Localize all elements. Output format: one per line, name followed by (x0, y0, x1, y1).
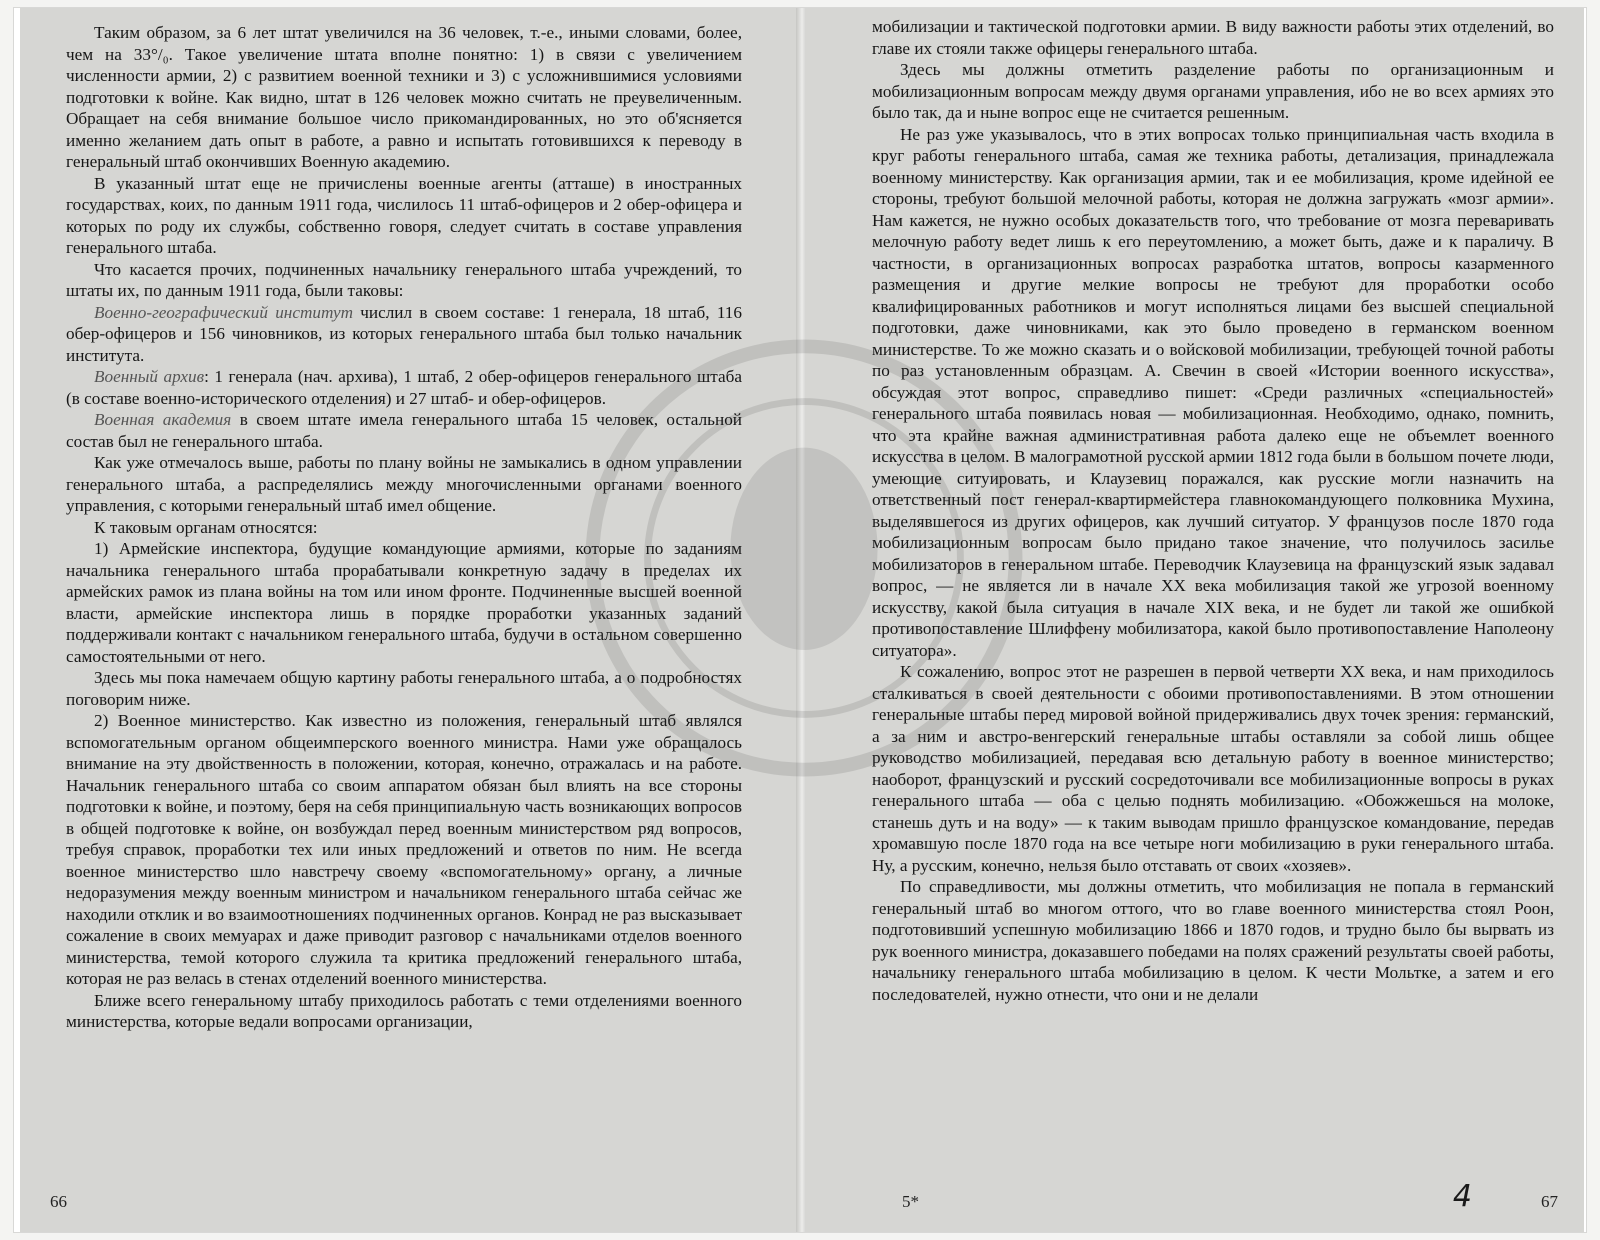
paragraph: К сожалению, вопрос этот не разрешен в первой четверти XX века, и нам приходилось сталкиваться в своей деятельности с обоими противопоставлениями. В этом отношении генеральные штабы перед мировой войной придерживались двух точек зрения: германский, а за ним и австро-венгерский генеральные штабы оставляли за собой лишь общее руководство мобилизацией, передавая всю детальную работу в военное министерство; наоборот, французский и русский сосредоточивали все мобилизационные вопросы в руках генерального штаба — оба с целью поднять мобилизацию. «Обожжешься на молоке, станешь дуть и на воду» — к таким выводам пришло французское командование, передав хромавшую после 1870 года на все четыре ноги мобилизацию в руки генерального штаба. Ну, а русским, конечно, нельзя было отставать от своих «хозяев». (872, 662, 1554, 875)
handwritten-number: 4 (1452, 1179, 1472, 1214)
paragraph: Здесь мы должны отметить разделение работы по организационным и мобилизационным вопросам между двумя органами управления, ибо не во всех армиях это было так, да и ныне вопрос еще не считается решенным. (872, 60, 1554, 122)
paragraph (66, 366, 742, 409)
paragraph-body: : 1 генерала (нач. архива), 1 штаб, 2 обер-офицеров генерального штаба (в составе военно-исторического отделения) и 27 штаб- и обер-офицеров. (66, 367, 742, 408)
paragraph (66, 409, 742, 452)
paragraph: К таковым органам относятся: (94, 517, 318, 537)
paragraph-body: числил в своем составе: 1 генерала, 18 штаб, 116 обер-офицеров и 156 чиновников, из которых генерального штаба был только начальник института. (66, 302, 742, 365)
paragraph-body: в своем штате имела генерального штаба 15 человек, остальной состав был не генерального штаба. (66, 410, 742, 451)
left-page-text (66, 22, 742, 1033)
italic-term: Военно-географический институт (94, 302, 353, 322)
paragraph: Ближе всего генеральному штабу приходилось работать с теми отделениями военного министерства, которые ведали вопросами организации, (66, 990, 742, 1031)
paragraph: мобилизации и тактической подготовки армии. В виду важности работы этих отделений, во главе их стояли также офицеры генерального штаба. (872, 17, 1554, 58)
paragraph: 1) Армейские инспектора, будущие командующие армиями, которые по заданиям начальника генерального штаба прорабатывали конкретную задачу в пределах их армейских рамок из плана войны на том или ином фронте. Подчиненные высшей военной власти, армейские инспектора лишь в порядке проработки указанных заданий поддерживали контакт с начальником генерального штаба, будучи в остальном совершенно самостоятельными от него. (66, 539, 742, 666)
paragraph (66, 302, 742, 367)
scanned-book-spread (14, 8, 1586, 1232)
paragraph: В указанный штат еще не причислены военные агенты (атташе) в иностранных государствах, коих, по данным 1911 года, числилось 11 штаб-офицеров и 2 обер-офицера и которых по роду их службы, собственно говоря, следует считать в составе управления генерального штаба. (66, 173, 742, 257)
paragraph: Не раз уже указывалось, что в этих вопросах только принципиальная часть входила в круг работы генерального штаба, самая же техника работы, детализация, принадлежала военному министерству. Как организация армии, так и ее мобилизация, кроме идейной ее стороны, требуют большой мелочной работы, которая не должна загружать «мозг армии». Нам кажется, не нужно особых доказательств того, что требование от мозга переваривать мелочную работу ведет лишь к его переутомлению, а может быть, даже и к параличу. В частности, в организационных вопросах разработка штатов, вопросы казарменного размещения и другие мелкие вопросы не требуют для проработки особо квалифицированных работников и могут исполняться лицами без высшей специальной подготовки, даже чиновниками, как это было проведено в германском военном министерстве. То же можно сказать и о войсковой мобилизации, требующей точной работы по раз установленным образцам. А. Свечин в своей «Истории военного искусства», обсуждая этот вопрос, справедливо пишет: «Среди различных «специальностей» генерального штаба появилась новая — мобилизационная. Необходимо, однако, помнить, что эта крайне важная административная работа далеко еще не объемлет военного искусства в целом. В малограмотной русской армии 1812 года были в большом почете люди, умеющие ситуировать, и Клаузевиц поражался, как русские могли назначить на ответственный пост генерал-квартирмейстера главнокомандующего полковника Мухина, выделявшегося из других офицеров, как лучший ситуатор. У французов после 1870 года мобилизационным вопросам было придано такое значение, что получилось засилье мобилизаторов в генеральном штабе. Переводчик Клаузевица на французский язык задавал вопрос, — не является ли в начале XX века мобилизация такой же угрозой военному искусству, какой была ситуация в начале XIX века, и не будет ли такой же ошибкой противопоставление Шлиффену мобилизатора, какой было противопоставление Наполеону ситуатора». (872, 124, 1554, 660)
paragraph: 2) Военное министерство. Как известно из положения, генеральный штаб являлся вспомогательным органом общеимперского военного министра. Нами уже обращалось внимание на эту двойственность в положении, которая, конечно, отражалась и на работе. Начальник генерального штаба со своим аппаратом обязан был влиять на все стороны подготовки к войне, и поэтому, беря на себя принципиальную часть возникающих вопросов в общей подготовке к войне, он возбуждал перед военным министерством ряд вопросов, требуя справок, проработки тех или иных предложений и ответов по ним. Не всегда военное министерство шло навстречу своему «вспомогательному» органу, а личные недоразумения между военным министром и начальником генерального штаба сейчас же находили отклик и во взаимоотношениях подчиненных органов. Конрад не раз высказывает сожаление в своих мемуарах и даже приводит разговор с начальниками отделов военного министерства, темой которого служила та критика предложений генерального штаба, которая не раз велась в стенах отделений военного министерства. (66, 711, 742, 988)
paragraph: Как уже отмечалось выше, работы по плану войны не замыкались в одном управлении генерального штаба, а распределялись между многочисленными органами военного управления, с которыми генеральный штаб имел общение. (66, 453, 742, 515)
page-number: 67 (1541, 1192, 1558, 1211)
signature-mark: 5* (902, 1192, 919, 1211)
left-page (20, 8, 798, 1232)
italic-term: Военный архив (94, 367, 205, 386)
paragraph: По справедливости, мы должны отметить, что мобилизация не попала в германский генеральный штаб во многом оттого, что во главе военного министерства стоял Роон, подготовивший успешную мобилизацию 1866 и 1870 годов, и трудно было бы вырвать из рук военного министра, доказавшего победами на полях сражений результаты своей работы, начальнику генерального штаба мобилизацию в целом. К чести Мольтке, а затем и его последователей, нужно отнести, что они и не делали (872, 877, 1554, 1004)
italic-term: Военная академия (94, 410, 232, 429)
paragraph: Что касается прочих, подчиненных начальнику генерального штаба учреждений, то штаты их, по данным 1911 года, были таковы: (66, 259, 742, 300)
paragraph: Здесь мы пока намечаем общую картину работы генерального штаба, а о подробностях поговорим ниже. (66, 668, 742, 709)
right-page (806, 8, 1584, 1232)
paragraph: Таким образом, за 6 лет штат увеличился на 36 человек, т.-е., иными словами, более, чем на 33°/₀. Такое увеличение штата вполне понятно: 1) в связи с увеличением численности армии, 2) с развитием военной техники и 3) с усложнившимися условиями подготовки к войне. Как видно, штат в 126 человек можно считать не преувеличенным. Обращает на себя внимание большое число прикомандированных, но это об'ясняется именно желанием дать опыт в работе, а равно и испытать готовившихся к переводу в генеральный штаб окончивших Военную академию. (66, 23, 742, 171)
right-page-text (872, 16, 1554, 1005)
page-number: 66 (50, 1192, 67, 1211)
